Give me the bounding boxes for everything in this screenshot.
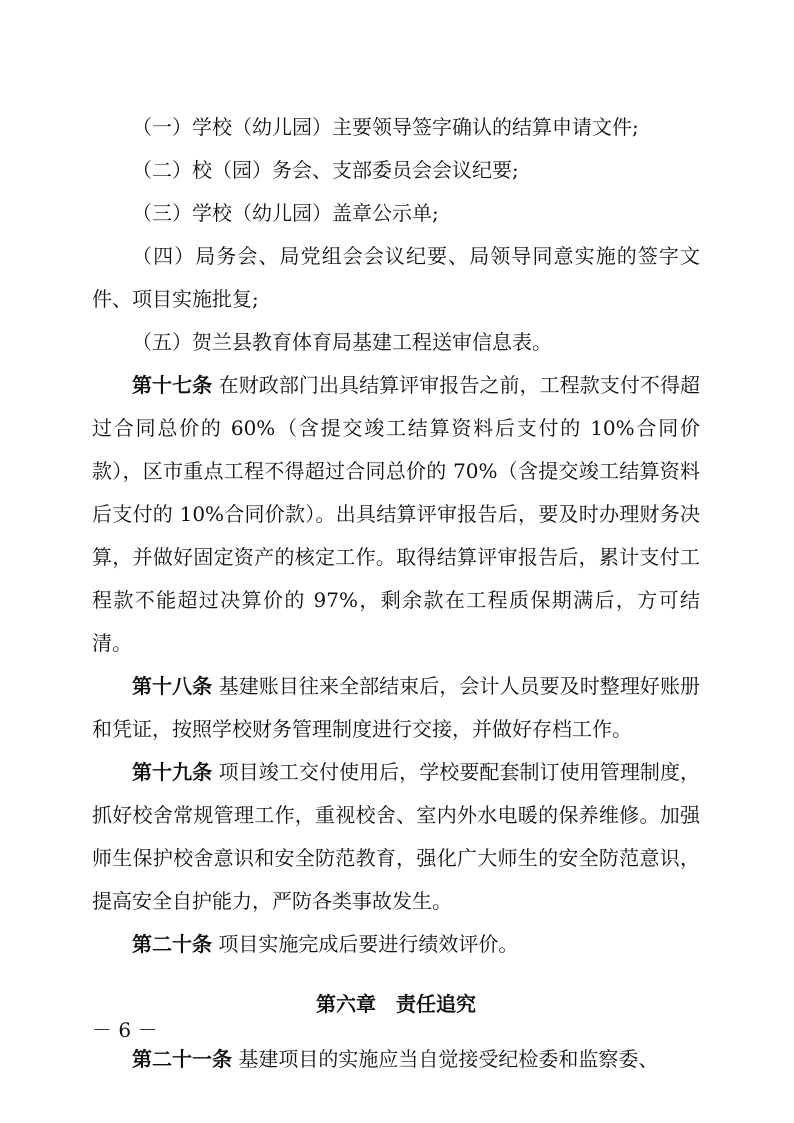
list-item-text: （三）学校（幼儿园）盖章公示单; <box>132 201 439 225</box>
list-item-text: （二）校（园）务会、支部委员会会议纪要; <box>132 158 519 182</box>
article-19 <box>92 751 700 923</box>
article-text: 基建账目往来全部结束后，会计人员要及时整理好账册和凭证，按照学校财务管理制度进行交接，并做好存档工作。 <box>92 674 701 741</box>
article-title: 第二十条 <box>132 932 212 956</box>
chapter-heading <box>92 983 700 1026</box>
article-18 <box>92 665 700 751</box>
article-title: 第二十一条 <box>132 1047 232 1071</box>
article-text: 项目竣工交付使用后，学校要配套制订使用管理制度，抓好校舍常规管理工作，重视校舍、室内外水电暖的保养维修。加强师生保护校舍意识和安全防范教育，强化广大师生的安全防范意识，提高安全自护能力，严防各类事故发生。 <box>92 760 701 913</box>
article-20 <box>92 923 700 966</box>
article-title: 第十九条 <box>132 760 213 784</box>
list-item-3 <box>92 192 700 235</box>
article-17 <box>92 364 700 665</box>
article-text: 在财政部门出具结算评审报告之前，工程款支付不得超过合同总价的 60%（含提交竣工结算资料后支付的 10%合同价款），区市重点工程不得超过合同总价的 70%（含提交竣工结算资料后支付的 10%合同价款）。出具结算评审报告后，要及时办理财务决算，并做好固定资产的核定工作。取得结算评审报告后，累计支付工程款不能超过决算价的 97%，剩余款在工程质保期满后，方可结清。 <box>92 373 701 655</box>
document-body <box>92 106 700 1081</box>
list-item-text: （五）贺兰县教育体育局基建工程送审信息表。 <box>132 330 552 354</box>
list-item-5 <box>92 321 700 364</box>
chapter-number: 第六章 <box>316 992 376 1016</box>
list-item-4 <box>92 235 700 321</box>
list-item-text: （四）局务会、局党组会会议纪要、局领导同意实施的签字文件、项目实施批复; <box>92 244 700 311</box>
article-title: 第十七条 <box>132 373 213 397</box>
article-text: 项目实施完成后要进行绩效评价。 <box>218 932 519 956</box>
chapter-title: 责任追究 <box>396 992 476 1016</box>
list-item-1 <box>92 106 700 149</box>
article-title: 第十八条 <box>132 674 213 698</box>
page-number: － 6 － <box>92 1018 158 1042</box>
list-item-text: （一）学校（幼儿园）主要领导签字确认的结算申请文件; <box>132 115 639 139</box>
article-21 <box>92 1038 700 1081</box>
article-text: 基建项目的实施应当自觉接受纪检委和监察委、 <box>238 1047 659 1071</box>
list-item-2 <box>92 149 700 192</box>
